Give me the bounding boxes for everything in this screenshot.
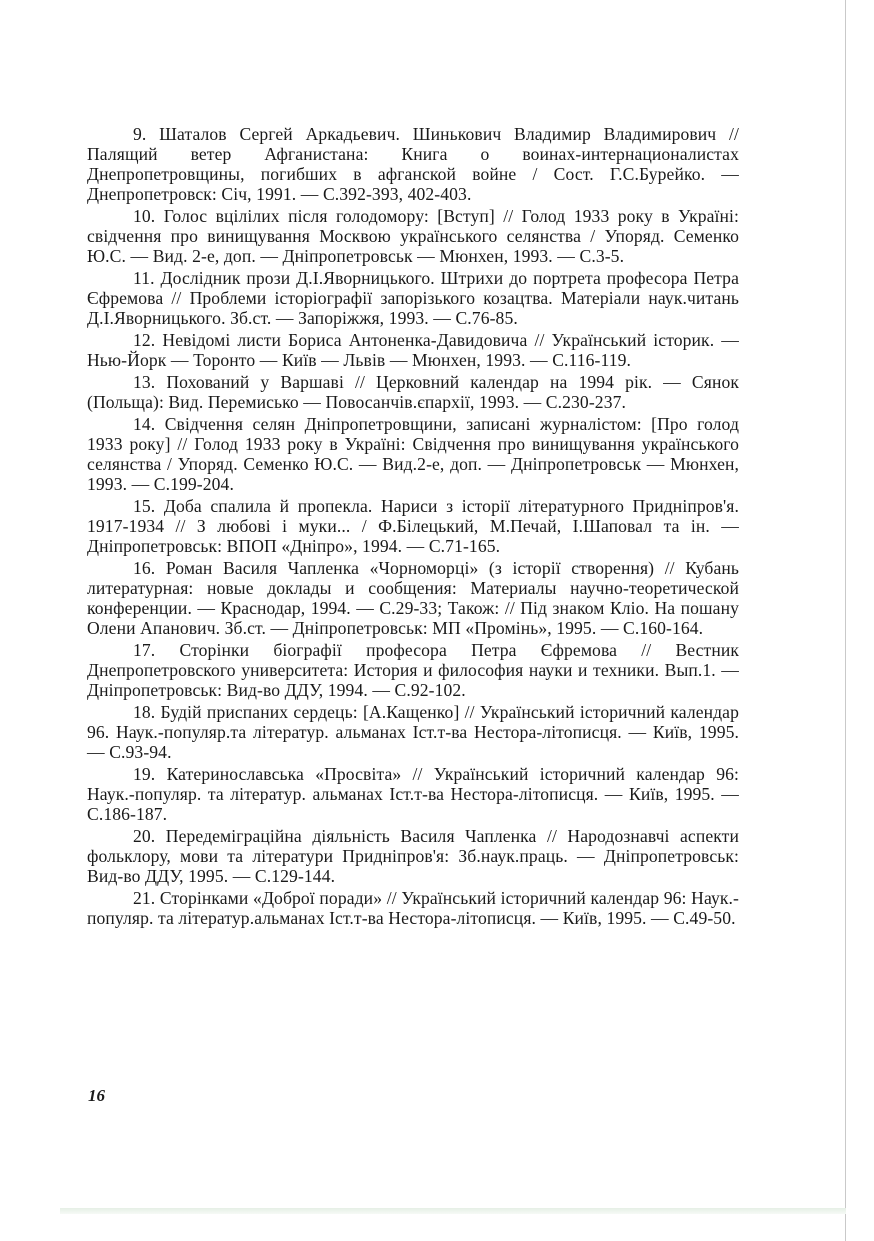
bibliography-entry-15: 15. Доба спалила й пропекла. Нариси з історії літературного Придніпров'я. 1917-1934 // З любові і муки... / Ф.Білецький, М.Печай, І.Шаповал та ін. — Дніпропетровськ: ВПОП «Дніпро», 1994. — С.71-165. <box>87 496 739 556</box>
page-bottom-edge <box>60 1208 846 1214</box>
bibliography-entry-18: 18. Будій приспаних сердець: [А.Кащенко] // Український історичний календар 96. Наук.-популяр.та літератур. альманах Іст.т-ва Нестора-літописця. — Київ, 1995. — С.93-94. <box>87 702 739 762</box>
bibliography-entry-14: 14. Свідчення селян Дніпропетровщини, записані журналістом: [Про голод 1933 року] // Голод 1933 року в Україні: Свідчення про винищування українського селянства / Упоряд. Семенко Ю.С. — Вид.2-е, доп. — Дніпропетровськ — Мюнхен, 1993. — С.199-204. <box>87 414 739 494</box>
bibliography-entry-11: 11. Дослідник прози Д.І.Яворницького. Штрихи до портрета професора Петра Єфремова // Проблеми історіографії запорізького козацтва. Матеріали наук.читань Д.І.Яворницького. Зб.ст. — Запоріжжя, 1993. — С.76-85. <box>87 268 739 328</box>
bibliography-entry-13: 13. Похований у Варшаві // Церковний календар на 1994 рік. — Сянок (Польща): Вид. Перемисько — Повосанчів.єпархії, 1993. — С.230-237. <box>87 372 739 412</box>
bibliography-list <box>87 124 739 930</box>
bibliography-entry-17: 17. Сторінки біографії професора Петра Єфремова // Вестник Днепропетровского университета: История и философия науки и техники. Вып.1. — Дніпропетровськ: Вид-во ДДУ, 1994. — С.92-102. <box>87 640 739 700</box>
bibliography-entry-10: 10. Голос вцілілих після голодомору: [Вступ] // Голод 1933 року в Україні: свідчення про винищування Москвою українського селянства / Упоряд. Семенко Ю.С. — Вид. 2-е, доп. — Дніпропетровськ — Мюнхен, 1993. — С.3-5. <box>87 206 739 266</box>
bibliography-entry-21: 21. Сторінками «Доброї поради» // Український історичний календар 96: Наук.-популяр. та літератур.альманах Іст.т-ва Нестора-літописця. — Київ, 1995. — С.49-50. <box>87 888 739 928</box>
bibliography-entry-12: 12. Невідомі листи Бориса Антоненка-Давидовича // Український історик. — Нью-Йорк — Торонто — Київ — Львів — Мюнхен, 1993. — С.116-119. <box>87 330 739 370</box>
bibliography-entry-16: 16. Роман Василя Чапленка «Чорноморці» (з історії створення) // Кубань литературная: новые доклады и сообщения: Материалы научно-теоретической конференции. — Краснодар, 1994. — С.29-33; Також: // Під знаком Кліо. На пошану Олени Апанович. Зб.ст. — Дніпропетровськ: МП «Промінь», 1995. — С.160-164. <box>87 558 739 638</box>
bibliography-entry-9: 9. Шаталов Сергей Аркадьевич. Шинькович Владимир Владимирович // Палящий ветер Афганистана: Книга о воинах-интернационалистах Днепропетровщины, погибших в афганской войне / Сост. Г.С.Бурейко. — Днепропетровск: Січ, 1991. — С.392-393, 402-403. <box>87 124 739 204</box>
bibliography-entry-19: 19. Катеринославська «Просвіта» // Український історичний календар 96: Наук.-популяр. та літератур. альманах Іст.т-ва Нестора-літописця. — Київ, 1995. — С.186-187. <box>87 764 739 824</box>
bibliography-entry-20: 20. Передеміграційна діяльність Василя Чапленка // Народознавчі аспекти фольклору, мови та літератури Придніпров'я: Зб.наук.праць. — Дніпропетровськ: Вид-во ДДУ, 1995. — С.129-144. <box>87 826 739 886</box>
page-number: 16 <box>88 1086 105 1105</box>
page-edge <box>845 0 846 1241</box>
